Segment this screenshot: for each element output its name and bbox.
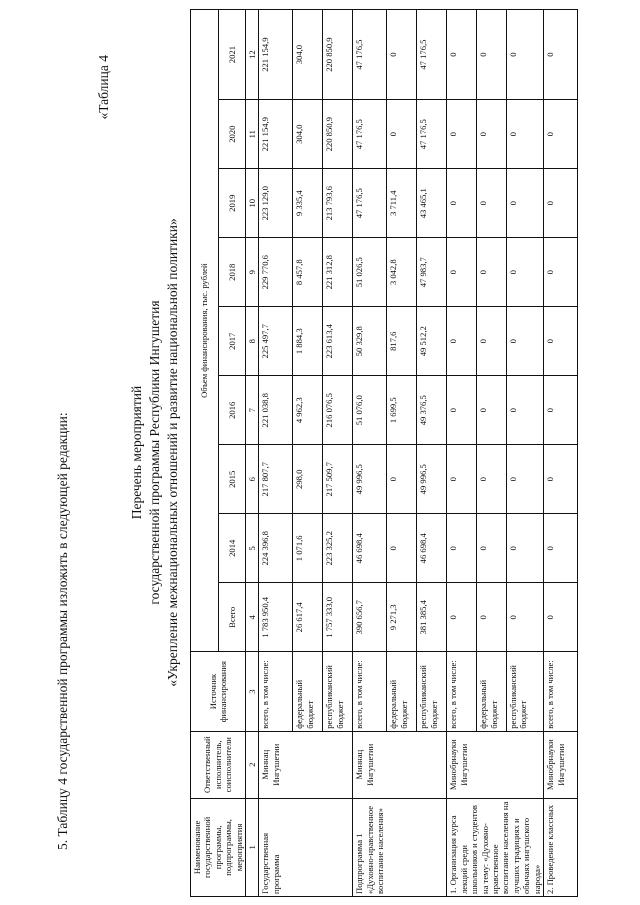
measure-name: 1. Организация курса лекций среди школьников и студентов на тему: «Духовно-нравственное воспитание населения на лучших традициях и обычаях ингушского народа» [447, 798, 544, 896]
funding-year-cell: 0 [477, 238, 507, 307]
funding-year-cell: 221 038,8 [259, 376, 293, 445]
funding-year-cell: 0 [506, 10, 543, 100]
funding-year-cell: 0 [447, 169, 477, 238]
col-index: 12 [246, 10, 259, 100]
funding-year-cell: 221 312,8 [323, 238, 353, 307]
funding-year-cell: 0 [477, 10, 507, 100]
funding-year-cell: 221 154,9 [259, 100, 293, 169]
funding-year-cell: 0 [544, 100, 578, 169]
funding-year-cell: 1 071,6 [293, 514, 323, 583]
funding-year-cell: 0 [447, 445, 477, 514]
funding-year-cell: 217 509,7 [323, 445, 353, 514]
funding-year-cell: 0 [387, 514, 417, 583]
funding-year-cell: 3 711,4 [387, 169, 417, 238]
funding-year-cell: 304,0 [293, 100, 323, 169]
funding-year-cell: 0 [506, 169, 543, 238]
col-index: 3 [246, 652, 259, 731]
funding-total-cell: 390 656,7 [353, 583, 387, 652]
col-name-header: Наименование государственной программы, подпрограммы, мероприятия [191, 798, 246, 896]
col-index: 1 [246, 798, 259, 896]
col-index: 4 [246, 583, 259, 652]
funding-year-cell: 3 042,8 [387, 238, 417, 307]
col-index: 2 [246, 731, 259, 798]
funding-year-cell: 1 699,5 [387, 376, 417, 445]
funding-year-cell: 47 983,7 [417, 238, 447, 307]
funding-source: всего, в том числе: [447, 652, 477, 731]
funding-year-cell: 223 325,2 [323, 514, 353, 583]
funding-year-cell: 0 [447, 376, 477, 445]
funding-year-cell: 220 850,9 [323, 100, 353, 169]
measure-executor: Миннац Ингушетии [353, 731, 447, 798]
measure-executor: Миннац Ингушетии [259, 731, 353, 798]
col-index: 10 [246, 169, 259, 238]
funding-total-cell: 0 [477, 583, 507, 652]
col-total-header: Всего [218, 583, 246, 652]
funding-year-cell: 50 329,8 [353, 307, 387, 376]
funding-source: федеральный бюджет [293, 652, 323, 731]
funding-source: всего, в том числе: [259, 652, 293, 731]
measure-name: Подпрограмма 1 «Духовно-нравственное воспитание населения» [353, 798, 447, 896]
funding-year-cell: 0 [506, 376, 543, 445]
funding-year-cell: 49 512,2 [417, 307, 447, 376]
funding-year-cell: 224 396,8 [259, 514, 293, 583]
funding-year-cell: 0 [544, 514, 578, 583]
measure-executor: Минобрнауки Ингушетии [447, 731, 544, 798]
funding-year-cell: 46 698,4 [353, 514, 387, 583]
funding-source: всего, в том числе: [353, 652, 387, 731]
funding-year-cell: 0 [544, 376, 578, 445]
funding-year-cell: 0 [477, 376, 507, 445]
col-index: 11 [246, 100, 259, 169]
funding-source: федеральный бюджет [477, 652, 507, 731]
intro-text: 5. Таблицу 4 государственной программы изложить в следующей редакции: [55, 412, 70, 850]
col-source-header: Источник финансирования [191, 652, 246, 731]
funding-year-cell: 0 [477, 445, 507, 514]
funding-year-cell: 220 850,9 [323, 10, 353, 100]
funding-source: федеральный бюджет [387, 652, 417, 731]
funding-year-cell: 0 [477, 169, 507, 238]
funding-year-cell: 46 698,4 [417, 514, 447, 583]
funding-year-cell: 0 [544, 307, 578, 376]
funding-year-cell: 0 [506, 238, 543, 307]
table-row [353, 10, 387, 897]
col-year-header: 2017 [218, 307, 246, 376]
funding-year-cell: 0 [477, 307, 507, 376]
funding-total-cell: 0 [447, 583, 477, 652]
funding-year-cell: 223 129,0 [259, 169, 293, 238]
funding-year-cell: 1 884,3 [293, 307, 323, 376]
col-index: 5 [246, 514, 259, 583]
funding-year-cell: 213 793,6 [323, 169, 353, 238]
col-index: 9 [246, 238, 259, 307]
funding-total-cell: 26 617,4 [293, 583, 323, 652]
funding-year-cell: 223 613,4 [323, 307, 353, 376]
funding-year-cell: 0 [477, 514, 507, 583]
funding-year-cell: 217 807,7 [259, 445, 293, 514]
col-year-header: 2021 [218, 10, 246, 100]
funding-year-cell: 221 154,9 [259, 10, 293, 100]
funding-year-cell: 0 [544, 238, 578, 307]
funding-year-cell: 216 076,5 [323, 376, 353, 445]
col-year-header: 2015 [218, 445, 246, 514]
measure-executor: Минобрнауки Ингушетии [544, 731, 578, 798]
funding-year-cell: 0 [506, 100, 543, 169]
funding-year-cell: 4 962,3 [293, 376, 323, 445]
funding-source: республиканский бюджет [417, 652, 447, 731]
col-funding-header: Объем финансирования, тыс. рублей [191, 10, 219, 652]
funding-year-cell: 0 [506, 445, 543, 514]
measure-name: 2. Проведение классных [544, 798, 578, 896]
funding-year-cell: 9 335,4 [293, 169, 323, 238]
funding-year-cell: 49 996,5 [417, 445, 447, 514]
funding-year-cell: 51 026,5 [353, 238, 387, 307]
funding-source: республиканский бюджет [323, 652, 353, 731]
funding-year-cell: 0 [544, 10, 578, 100]
funding-year-cell: 0 [506, 514, 543, 583]
table-row [447, 10, 477, 897]
funding-source: всего, в том числе: [544, 652, 578, 731]
table-body [259, 10, 578, 897]
funding-year-cell: 225 497,7 [259, 307, 293, 376]
funding-year-cell: 0 [477, 100, 507, 169]
funding-year-cell: 47 176,5 [417, 10, 447, 100]
funding-year-cell: 47 176,5 [417, 100, 447, 169]
funding-year-cell: 298,0 [293, 445, 323, 514]
funding-total-cell: 381 385,4 [417, 583, 447, 652]
funding-total-cell: 1 757 333,0 [323, 583, 353, 652]
col-year-header: 2020 [218, 100, 246, 169]
funding-total-cell: 1 783 950,4 [259, 583, 293, 652]
table-row [544, 10, 578, 897]
funding-year-cell: 0 [544, 445, 578, 514]
heading-line: «Укрепление межнациональных отношений и развитие национальной политики» [165, 218, 180, 687]
funding-year-cell: 51 076,0 [353, 376, 387, 445]
funding-year-cell: 229 770,6 [259, 238, 293, 307]
funding-year-cell: 0 [447, 100, 477, 169]
funding-year-cell: 0 [544, 169, 578, 238]
funding-year-cell: 0 [447, 10, 477, 100]
col-year-header: 2016 [218, 376, 246, 445]
measure-name: Государственная программа [259, 798, 353, 896]
table-row [259, 10, 293, 897]
funding-year-cell: 0 [387, 100, 417, 169]
col-index: 6 [246, 445, 259, 514]
funding-total-cell: 0 [506, 583, 543, 652]
funding-year-cell: 817,6 [387, 307, 417, 376]
funding-year-cell: 43 465,1 [417, 169, 447, 238]
funding-total-cell: 0 [544, 583, 578, 652]
funding-total-cell: 9 271,3 [387, 583, 417, 652]
table-heading [128, 0, 182, 905]
col-year-header: 2018 [218, 238, 246, 307]
col-executor-header: Ответственный исполнитель, соисполнители [191, 731, 246, 798]
heading-line: Перечень мероприятий [129, 385, 144, 520]
col-index: 7 [246, 376, 259, 445]
funding-year-cell: 0 [447, 238, 477, 307]
funding-year-cell: 49 376,5 [417, 376, 447, 445]
funding-year-cell: 47 176,5 [353, 100, 387, 169]
col-year-header: 2014 [218, 514, 246, 583]
funding-year-cell: 0 [447, 307, 477, 376]
funding-year-cell: 47 176,5 [353, 169, 387, 238]
funding-year-cell: 304,0 [293, 10, 323, 100]
col-index: 8 [246, 307, 259, 376]
funding-source: республиканский бюджет [506, 652, 543, 731]
heading-line: государственной программы Республики Ингушетия [147, 300, 162, 605]
funding-year-cell: 0 [387, 10, 417, 100]
funding-year-cell: 0 [387, 445, 417, 514]
funding-year-cell: 0 [506, 307, 543, 376]
funding-year-cell: 47 176,5 [353, 10, 387, 100]
funding-year-cell: 49 996,5 [353, 445, 387, 514]
table-number: «Таблица 4 [96, 55, 111, 120]
funding-year-cell: 0 [447, 514, 477, 583]
measures-table [190, 9, 578, 897]
col-year-header: 2019 [218, 169, 246, 238]
funding-year-cell: 8 457,8 [293, 238, 323, 307]
